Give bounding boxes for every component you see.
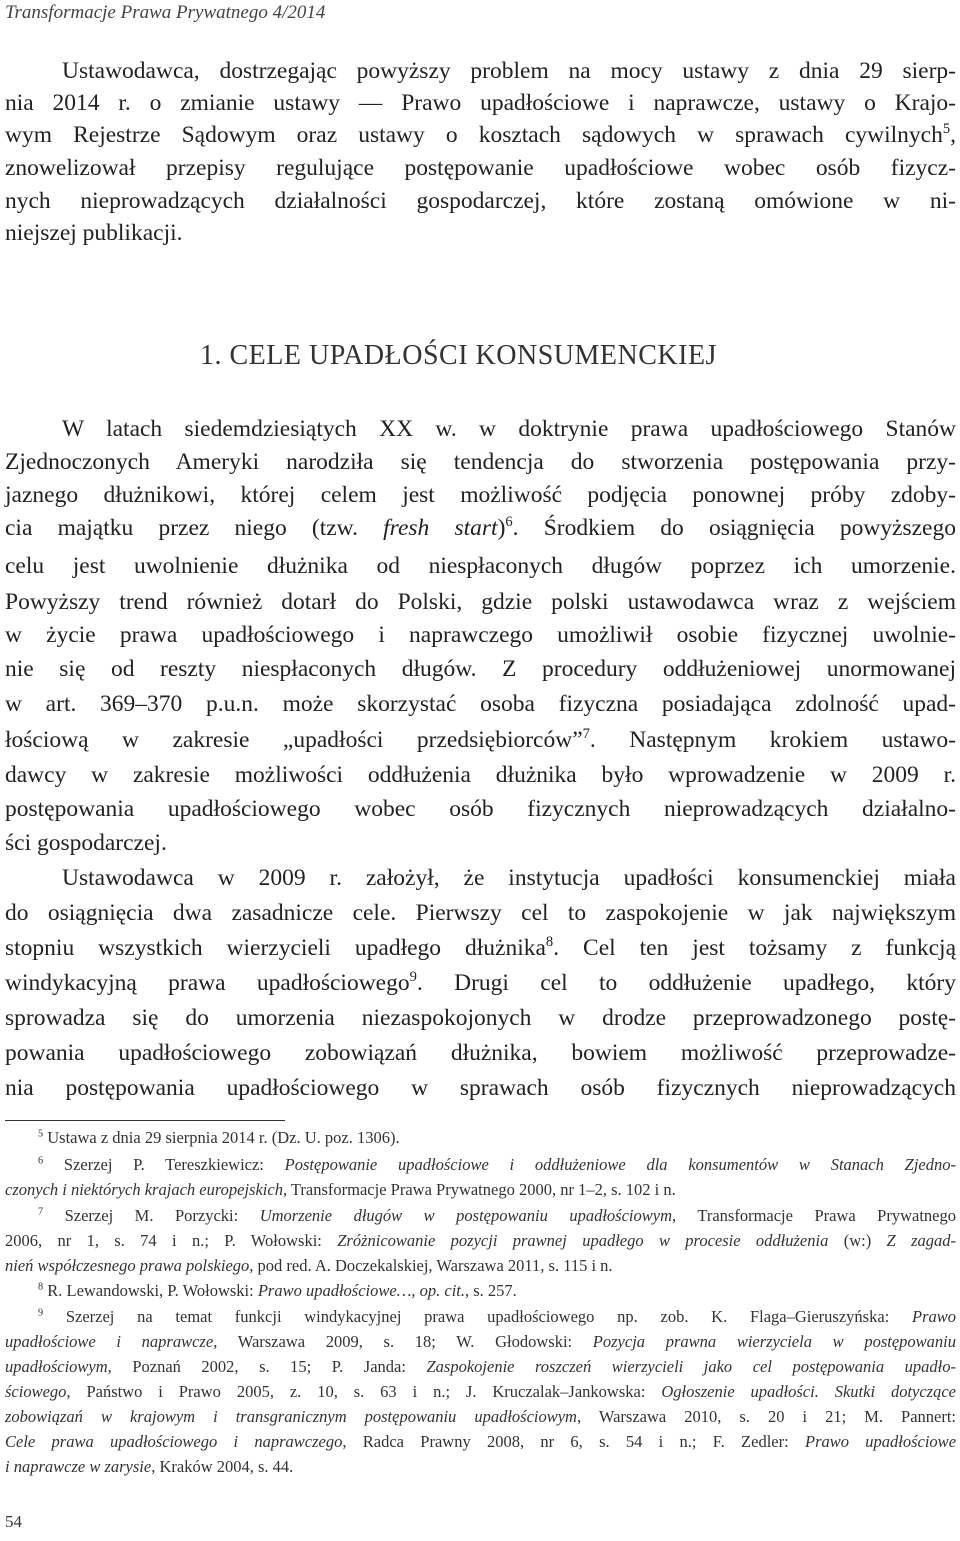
footnote-ref: 5: [942, 121, 951, 138]
footnote-ref: 9: [409, 969, 417, 986]
footnote-9-cont: ściowego, Państwo i Prawo 2005, z. 10, s. 63 i n.; J. Kruczalak–Jankowska: Ogłoszenie upadłości. Skutki dotyczące: [5, 1382, 956, 1401]
footnote-8: $^8$ R. Lewandowski, P. Wołowski: Prawo upadłościowe…, op. cit., s. 257.: [38, 1281, 517, 1300]
section-heading: 1. CELE UPADŁOŚCI KONSUMENCKIEJ: [200, 340, 717, 371]
paragraph-line: stopniu wszystkich wierzycieli upadłego dłużnika$^8$. Cel ten jest tożsamy z funkcją: [5, 934, 957, 961]
footnote-7: $^7$ Szerzej M. Porzycki: Umorzenie długów w postępowaniu upadłościowym, Transformacje Prawa Prywatnego: [38, 1206, 957, 1225]
footnote-separator: [5, 1120, 285, 1121]
paragraph-line: windykacyjną prawa upadłościowego$^9$. Drugi cel to oddłużenie upadłego, który: [5, 969, 956, 996]
paragraph-line: nych nieprowadzących działalności gospodarczej, które zostaną omówione w ni-: [5, 188, 956, 214]
page-number: 54: [5, 1512, 22, 1531]
paragraph-line: powania upadłościowego zobowiązań dłużnika, bowiem możliwość przeprowadze-: [5, 1040, 956, 1066]
paragraph-line: Powyższy trend również dotarł do Polski, gdzie polski ustawodawca wraz z wejściem: [5, 589, 956, 615]
paragraph-line: jaznego dłużnikowi, której celem jest możliwość podjęcia ponownej próby zdoby-: [5, 482, 956, 508]
footnote-9-cont: upadłościowe i naprawcze, Warszawa 2009, s. 18; W. Głodowski: Pozycja prawna wierzyciela w postępowaniu: [5, 1332, 956, 1351]
paragraph-line: w życie prawa upadłościowego i naprawczego umożliwił osobie fizycznej uwolnie-: [5, 622, 956, 648]
footnote-ref: 6: [505, 514, 513, 531]
paragraph-line: celu jest uwolnienie dłużnika od niespłaconych długów poprzez ich umorzenie.: [5, 553, 956, 579]
footnote-6-cont: czonych i niektórych krajach europejskich, Transformacje Prawa Prywatnego 2000, nr 1–2, s. 102 i n.: [5, 1180, 676, 1199]
paragraph-line: nia 2014 r. o zmianie ustawy — Prawo upadłościowe i naprawcze, ustawy o Krajo-: [5, 90, 956, 116]
paragraph-line: Ustawodawca, dostrzegając powyższy problem na mocy ustawy z dnia 29 sierp-: [62, 58, 956, 84]
paragraph-line: nia postępowania upadłościowego w sprawach osób fizycznych nieprowadzących: [5, 1075, 956, 1101]
paragraph-line: dawcy w zakresie możliwości oddłużenia dłużnika było wprowadzenie w 2009 r.: [5, 762, 956, 788]
paragraph-line: ści gospodarczej.: [5, 830, 167, 856]
paragraph-line: Ustawodawca w 2009 r. założył, że instytucja upadłości konsumenckiej miała: [62, 865, 956, 891]
paragraph-line: Zjednoczonych Ameryki narodziła się tendencja do stworzenia postępowania przy-: [5, 449, 956, 475]
footnote-9-cont: upadłościowym, Poznań 2002, s. 15; P. Janda: Zaspokojenie roszczeń wierzycieli jako cel postępowania upadło-: [5, 1357, 956, 1376]
paragraph-line: do osiągnięcia dwa zasadnicze cele. Pierwszy cel to zaspokojenie w jak największym: [5, 900, 956, 926]
footnote-5: $^5$ Ustawa z dnia 29 sierpnia 2014 r. (Dz. U. poz. 1306).: [38, 1128, 400, 1147]
paragraph-line: łościową w zakresie „upadłości przedsiębiorców”$^7$. Następnym krokiem ustawo-: [5, 726, 956, 753]
footnote-7-cont: 2006, nr 1, s. 74 i n.; P. Wołowski: Zróżnicowanie pozycji prawnej upadłego w procesie oddłużenia (w:) Z zagad-: [5, 1231, 956, 1250]
footnote-9-cont: i naprawcze w zarysie, Kraków 2004, s. 44.: [5, 1457, 294, 1476]
paragraph-line: postępowania upadłościowego wobec osób fizycznych nieprowadzących działalno-: [5, 796, 956, 822]
paragraph-line: wym Rejestrze Sądowym oraz ustawy o kosztach sądowych w sprawach cywilnych$^5$,: [5, 121, 956, 148]
paragraph-line: nie się od reszty niespłaconych długów. Z procedury oddłużeniowej unormowanej: [5, 656, 956, 682]
paragraph-line: w art. 369–370 p.u.n. może skorzystać osoba fizyczna posiadająca zdolność upad-: [5, 691, 956, 717]
running-header: Transformacje Prawa Prywatnego 4/2014: [5, 2, 326, 23]
footnote-9-cont: Cele prawa upadłościowego i naprawczego, Radca Prawny 2008, nr 6, s. 54 i n.; F. Zedler: Prawo upadłościowe: [5, 1432, 957, 1451]
paragraph-line: niejszej publikacji.: [5, 220, 183, 246]
paragraph-line: sprowadza się do umorzenia niezaspokojonych w drodze przeprowadzonego postę-: [5, 1005, 956, 1031]
footnote-6: $^6$ Szerzej P. Tereszkiewicz: Postępowanie upadłościowe i oddłużeniowe dla konsumentów w Stanach Zjedno-: [38, 1155, 956, 1174]
footnote-ref: 8: [545, 934, 554, 951]
paragraph-line: znowelizował przepisy regulujące postępowanie upadłościowe wobec osób fizycz-: [5, 155, 956, 181]
paragraph-line: cia majątku przez niego (tzw. fresh start)$^6$. Środkiem do osiągnięcia powyższego: [5, 514, 956, 541]
footnote-7-cont: nień współczesnego prawa polskiego, pod red. A. Doczekalskiej, Warszawa 2011, s. 115 i n.: [5, 1256, 613, 1275]
footnote-ref: 7: [582, 726, 590, 743]
footnote-9-cont: zobowiązań w krajowym i transgranicznym postępowaniu upadłościowym, Warszawa 2010, s. 20 i 21; M. Pannert:: [5, 1407, 956, 1426]
paragraph-line: W latach siedemdziesiątych XX w. w doktrynie prawa upadłościowego Stanów: [62, 416, 956, 442]
footnote-9: $^9$ Szerzej na temat funkcji windykacyjnej prawa upadłościowego np. zob. K. Flaga–Gieruszyńska: Prawo: [38, 1307, 956, 1326]
